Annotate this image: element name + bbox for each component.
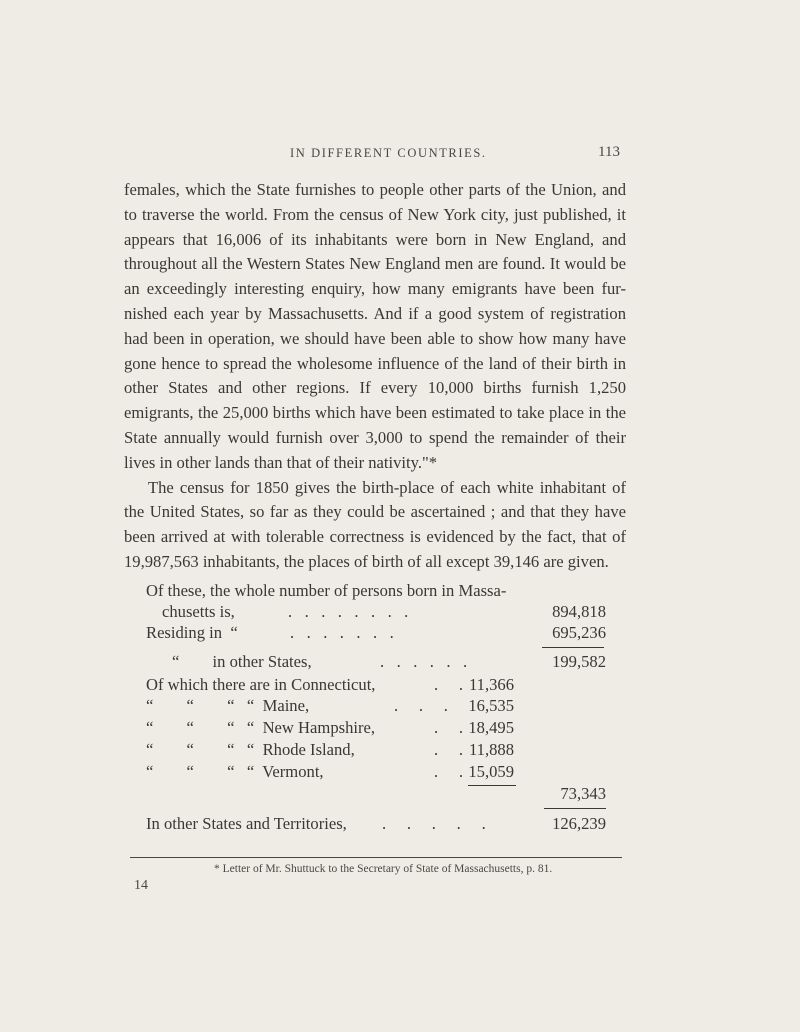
running-header: [0, 144, 800, 168]
row-item-value: 15,059: [468, 762, 514, 781]
row-label: Residing in “: [146, 623, 238, 642]
row-leader-dots: . . .: [394, 696, 448, 715]
table-row: [146, 601, 606, 623]
paragraph: The census for 1850 gives the birth-place of each white inhabitant of the United States, so far as they could be ascertained ; and that they have been arrived at with tolerable correctness is evidenced by the fact, that of 19,987,563 inhabitants, the places of birth of all except 39,146 are given.: [124, 477, 626, 571]
footnote: * Letter of Mr. Shuttuck to the Secretary of State of Massachusetts, p. 81.: [214, 863, 553, 875]
table-row: [146, 651, 606, 673]
table-row: [146, 783, 606, 805]
table-row: [146, 739, 606, 761]
row-label: In other States and Territories,: [146, 814, 347, 833]
row-label: “ “ “ “ Rhode Island,: [146, 740, 355, 759]
row-label: chusetts is,: [162, 602, 235, 621]
row-total-value: 199,582: [552, 652, 606, 671]
row-leader-dots: . .: [434, 718, 464, 737]
running-title: IN DIFFERENT COUNTRIES.: [290, 146, 487, 160]
table-intro: [146, 580, 606, 602]
table-row: [146, 717, 606, 739]
row-item-value: 11,888: [468, 740, 514, 759]
row-label: Of which there are in Connecticut,: [146, 675, 376, 694]
row-total-value: 894,818: [552, 602, 606, 621]
page-number: 113: [598, 144, 620, 160]
row-leader-dots: . . . . .: [382, 814, 486, 833]
table-row: [146, 622, 606, 644]
body-text: [124, 178, 626, 575]
row-item-value: 16,535: [468, 696, 514, 715]
row-leader-dots: . .: [434, 740, 464, 759]
row-total-value: 695,236: [552, 623, 606, 642]
paragraph: females, which the State furnishes to people other parts of the Union, and to traverse the world. From the census of New York city, just published, it appears that 16,006 of its inhabitants were born in New England, and throughout all the Western States New England men are found. It would be an exceedingly interesting enquiry, how many emigrants have been fur-nished each year by Massachusetts. And if a good system of registration had been in operation, we should have been able to show how many have gone hence to spread the wholesome influence of the land of their birth in other States and other regions. If every 10,000 births furnish 1,250 emigrants, the 25,000 births which have been estimated to take place in the State annually would furnish over 3,000 to spend the remainder of their lives in other lands than that of their nativity."*: [124, 180, 626, 472]
table-row: [146, 674, 606, 696]
table-row: [146, 761, 606, 783]
row-leader-dots: . . . . . . .: [290, 623, 394, 642]
table-row: [146, 695, 606, 717]
row-label: “ “ “ “ New Hampshire,: [146, 718, 376, 737]
sum-rule: [542, 647, 604, 648]
row-item-value: 18,495: [468, 718, 514, 737]
row-leader-dots: . . . . . . . .: [288, 602, 409, 621]
footnote-rule: [130, 857, 622, 858]
row-total-value: 126,239: [552, 814, 606, 833]
row-label: “ “ “ “ Maine,: [146, 696, 310, 715]
row-leader-dots: . .: [434, 762, 464, 781]
table-intro-text: Of these, the whole number of persons born in Massa-: [146, 581, 507, 600]
row-label: “ “ “ “ Vermont,: [146, 762, 324, 781]
row-leader-dots: . . . . . .: [380, 652, 468, 671]
row-item-value: 11,366: [468, 675, 514, 694]
sum-rule: [544, 808, 606, 809]
subtotal-value: 73,343: [560, 784, 606, 803]
signature-mark: 14: [134, 878, 148, 893]
table-row: [146, 813, 606, 835]
row-label: “ in other States,: [172, 652, 312, 671]
row-leader-dots: . .: [434, 675, 464, 694]
